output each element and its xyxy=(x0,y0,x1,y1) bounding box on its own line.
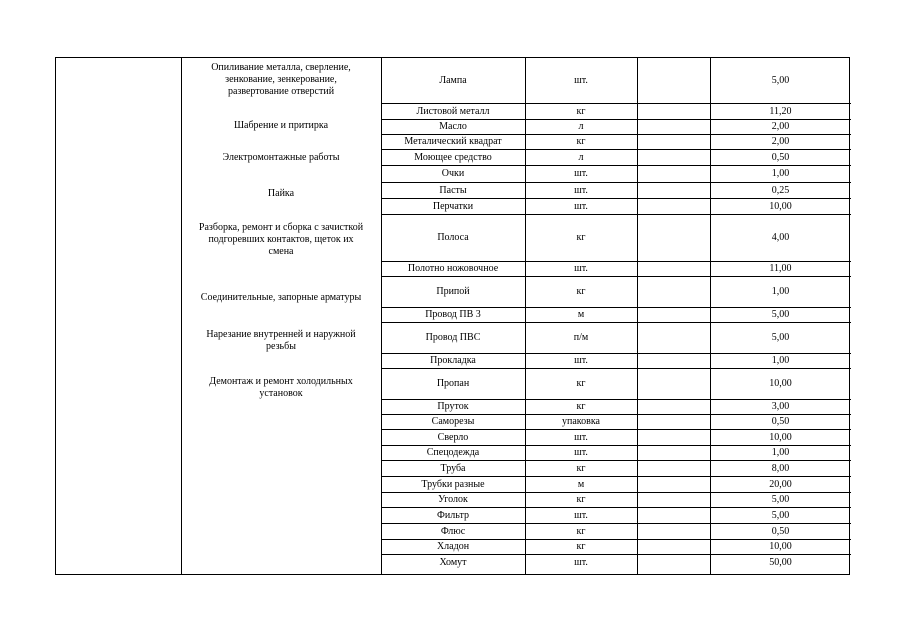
blank-cell xyxy=(637,354,710,368)
work-type xyxy=(181,120,381,132)
material-quantity: 8,00 xyxy=(771,462,790,474)
material-name: Сверло xyxy=(437,431,469,443)
material-name: Хладон xyxy=(436,541,470,552)
blank-cell xyxy=(637,369,710,399)
material-unit: шт. xyxy=(574,557,588,568)
table-row xyxy=(381,120,851,135)
material-name: Моющее средство xyxy=(414,151,492,163)
blank-cell xyxy=(637,400,710,414)
work-type-line: Опиливание металла, сверление, xyxy=(211,62,351,73)
blank-cell xyxy=(637,308,710,322)
table-row xyxy=(381,354,851,369)
blank-cell xyxy=(637,166,710,182)
material-quantity: 0,25 xyxy=(771,184,790,196)
table-row xyxy=(381,508,851,524)
material-quantity: 0,50 xyxy=(771,525,790,537)
table-row xyxy=(381,415,851,430)
table-row xyxy=(381,104,851,120)
material-unit: шт. xyxy=(574,509,588,521)
material-quantity: 4,00 xyxy=(771,232,790,243)
material-name: Полотно ножовочное xyxy=(407,263,499,274)
blank-cell xyxy=(637,150,710,165)
material-unit: кг xyxy=(576,494,586,505)
table-row xyxy=(381,58,851,104)
material-unit: кг xyxy=(576,378,586,389)
material-name: Трубки разные xyxy=(421,478,485,490)
blank-cell xyxy=(637,58,710,103)
material-name: Хомут xyxy=(439,557,467,568)
work-type-line: установок xyxy=(259,388,303,399)
table-row xyxy=(381,215,851,262)
material-name: Лампа xyxy=(439,74,467,86)
material-name: Припой xyxy=(436,286,470,297)
material-name: Пруток xyxy=(437,401,469,412)
material-quantity: 1,00 xyxy=(771,355,790,366)
work-type-line: Электромонтажные работы xyxy=(222,152,340,163)
work-type-line: смена xyxy=(268,246,294,257)
work-type-line: зенкование, зенкерование, xyxy=(225,74,337,85)
material-name: Перчатки xyxy=(432,200,474,212)
material-name: Очки xyxy=(441,168,465,179)
material-unit: упаковка xyxy=(561,416,600,427)
work-type xyxy=(181,376,381,400)
blank-cell xyxy=(637,277,710,307)
material-unit: шт. xyxy=(574,431,588,443)
material-unit: м xyxy=(577,309,585,320)
blank-cell xyxy=(637,508,710,523)
blank-cell xyxy=(637,461,710,476)
table-row xyxy=(381,150,851,166)
material-quantity: 2,00 xyxy=(771,121,790,132)
material-name: Прокладка xyxy=(430,355,476,366)
table-row xyxy=(381,430,851,446)
material-unit: п/м xyxy=(573,332,589,343)
material-name: Пропан xyxy=(436,378,470,389)
material-unit: кг xyxy=(576,232,586,243)
blank-cell xyxy=(637,323,710,353)
work-type-line: Демонтаж и ремонт холодильных xyxy=(209,376,353,387)
material-name: Провод ПВ 3 xyxy=(425,309,481,320)
material-quantity: 10,00 xyxy=(769,200,792,212)
material-name: Уголок xyxy=(438,494,468,505)
work-type xyxy=(181,292,381,304)
table-row xyxy=(381,262,851,277)
blank-cell xyxy=(637,415,710,429)
material-quantity: 10,00 xyxy=(769,378,792,389)
table-row xyxy=(381,135,851,150)
material-name: Листовой металл xyxy=(416,105,490,117)
material-quantity: 5,00 xyxy=(771,494,790,505)
blank-cell xyxy=(637,135,710,149)
work-type-line: Соединительные, запорные арматуры xyxy=(200,292,362,303)
material-name: Металический квадрат xyxy=(404,136,502,147)
blank-cell xyxy=(637,120,710,134)
work-type xyxy=(181,152,381,164)
material-unit: кг xyxy=(576,136,586,147)
material-unit: кг xyxy=(576,541,586,552)
material-quantity: 1,00 xyxy=(771,168,790,179)
material-quantity: 50,00 xyxy=(769,557,792,568)
material-quantity: 5,00 xyxy=(771,332,790,343)
table-row xyxy=(381,446,851,461)
blank-cell xyxy=(637,555,710,571)
table-row xyxy=(381,555,851,571)
work-type-line: резьбы xyxy=(266,341,296,352)
material-quantity: 5,00 xyxy=(771,309,790,320)
material-quantity: 11,00 xyxy=(769,263,792,274)
material-name: Спецодежда xyxy=(426,447,480,458)
material-rows xyxy=(381,58,851,571)
material-quantity: 5,00 xyxy=(771,74,790,86)
material-name: Фильтр xyxy=(437,509,469,521)
material-name: Флюс xyxy=(440,525,466,537)
material-name: Пасты xyxy=(439,184,467,196)
material-unit: шт. xyxy=(574,168,588,179)
blank-cell xyxy=(637,540,710,554)
material-unit: м xyxy=(577,478,585,490)
work-type xyxy=(181,222,381,258)
material-unit: кг xyxy=(576,401,586,412)
table-row xyxy=(381,166,851,183)
material-quantity: 1,00 xyxy=(771,286,790,297)
material-quantity: 0,50 xyxy=(771,151,790,163)
table-row xyxy=(381,493,851,508)
material-unit: шт. xyxy=(574,74,588,86)
blank-cell xyxy=(637,262,710,276)
material-unit: кг xyxy=(576,105,586,117)
material-unit: л xyxy=(578,151,584,163)
table-row xyxy=(381,461,851,477)
table-row xyxy=(381,277,851,308)
work-type-line: Пайка xyxy=(267,188,295,199)
material-quantity: 20,00 xyxy=(769,478,792,490)
work-type-line: подгоревших контактов, щеток их xyxy=(208,234,354,245)
table-row xyxy=(381,199,851,215)
material-quantity: 10,00 xyxy=(769,541,792,552)
blank-cell xyxy=(637,493,710,507)
material-name: Полоса xyxy=(437,232,469,243)
material-unit: шт. xyxy=(574,355,588,366)
blank-cell xyxy=(637,199,710,214)
material-quantity: 10,00 xyxy=(769,431,792,443)
material-unit: шт. xyxy=(574,200,588,212)
material-quantity: 5,00 xyxy=(771,509,790,521)
blank-cell xyxy=(637,477,710,492)
material-quantity: 3,00 xyxy=(771,401,790,412)
material-quantity: 1,00 xyxy=(771,447,790,458)
material-name: Саморезы xyxy=(431,416,475,427)
work-type xyxy=(181,62,381,98)
materials-table xyxy=(55,57,850,575)
material-quantity: 0,50 xyxy=(771,416,790,427)
table-row xyxy=(381,323,851,354)
material-quantity: 2,00 xyxy=(771,136,790,147)
material-unit: л xyxy=(578,121,584,132)
material-unit: шт. xyxy=(574,184,588,196)
material-quantity: 11,20 xyxy=(769,105,792,117)
divider-first-col xyxy=(181,58,182,574)
material-unit: кг xyxy=(576,462,586,474)
table-row xyxy=(381,477,851,493)
material-unit: кг xyxy=(576,525,586,537)
table-row xyxy=(381,540,851,555)
work-type-line: Разборка, ремонт и сборка с зачисткой xyxy=(198,222,364,233)
table-row xyxy=(381,400,851,415)
work-type-line: развертование отверстий xyxy=(227,86,335,97)
material-name: Масло xyxy=(439,121,467,132)
material-name: Провод ПВС xyxy=(425,332,481,343)
material-name: Труба xyxy=(440,462,466,474)
material-unit: шт. xyxy=(574,263,588,274)
blank-cell xyxy=(637,446,710,460)
blank-cell xyxy=(637,104,710,119)
table-row xyxy=(381,524,851,540)
work-type xyxy=(181,188,381,200)
table-row xyxy=(381,369,851,400)
work-type-line: Шабрение и притирка xyxy=(233,120,329,131)
work-type-line: Нарезание внутренней и наружной xyxy=(206,329,356,340)
blank-cell xyxy=(637,524,710,539)
blank-cell xyxy=(637,215,710,261)
material-unit: шт. xyxy=(574,447,588,458)
material-unit: кг xyxy=(576,286,586,297)
table-row xyxy=(381,183,851,199)
table-row xyxy=(381,308,851,323)
work-type xyxy=(181,329,381,353)
blank-cell xyxy=(637,183,710,198)
blank-cell xyxy=(637,430,710,445)
